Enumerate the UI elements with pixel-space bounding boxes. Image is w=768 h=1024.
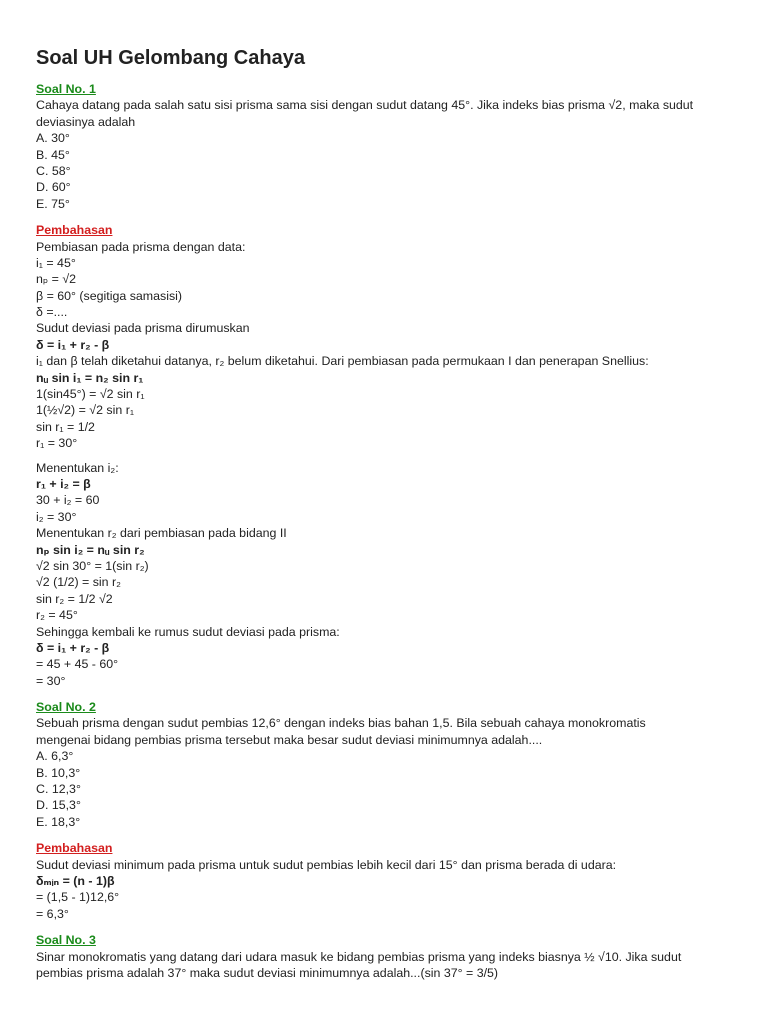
document-body [36, 81, 732, 981]
given-i1: i₁ = 45° [36, 255, 76, 270]
soal-2-question-line-1: Sebuah prisma dengan sudut pembias 12,6° dengan indeks bias bahan 1,5. Bila sebuah cahaya monokromatis [36, 716, 646, 731]
soal-1-option-c: C. 58° [36, 163, 71, 178]
soal-3-question-line-1: Sinar monokromatis yang datang dari udara masuk ke bidang pembias prisma yang indeks biasnya ½ √10. Jika sudut [36, 949, 682, 964]
min-deviation-result: = 6,3° [36, 906, 69, 921]
min-deviation-calc: = (1,5 - 1)12,6° [36, 890, 120, 905]
r1-step-4: r₁ = 30° [36, 436, 78, 451]
soal-2-option-a: A. 6,3° [36, 749, 74, 764]
soal-2-option-c: C. 12,3° [36, 782, 81, 797]
soal-2-option-d: D. 15,3° [36, 798, 81, 813]
soal-1-heading: Soal No. 1 [36, 82, 96, 96]
find-i2-label: Menentukan i₂: [36, 460, 119, 475]
soal-3-heading: Soal No. 3 [36, 933, 96, 948]
deviation-formula: δ = i₁ + r₂ - β [36, 337, 110, 352]
page-title: Soal UH Gelombang Cahaya [36, 47, 305, 69]
r2-step-3: sin r₂ = 1/2 √2 [36, 591, 113, 606]
r1-step-1: 1(sin45°) = √2 sin r₁ [36, 387, 145, 402]
back-to-formula: Sehingga kembali ke rumus sudut deviasi pada prisma: [36, 624, 340, 639]
i2-step-2: i₂ = 30° [36, 509, 77, 524]
soal-1-option-d: D. 60° [36, 180, 71, 195]
i2-step-1: 30 + i₂ = 60 [36, 493, 100, 508]
soal-2-question-line-2: mengenai bidang pembias prisma tersebut maka besar sudut deviasi minimumnya adalah.... [36, 732, 543, 747]
soal-2-option-e: E. 18,3° [36, 814, 81, 829]
soal-1-option-e: E. 75° [36, 196, 70, 211]
soal-1-option-a: A. 30° [36, 131, 70, 146]
r2-step-4: r₂ = 45° [36, 608, 78, 623]
pembahasan-1-note: i₁ dan β telah diketahui datanya, r₂ belum diketahui. Dari pembiasan pada permukaan I dan penerapan Snellius: [36, 354, 649, 369]
soal-1-question-line-2: deviasinya adalah [36, 114, 136, 129]
find-r2-label: Menentukan r₂ dari pembiasan pada bidang II [36, 526, 287, 541]
given-beta: β = 60° (segitiga samasisi) [36, 288, 183, 303]
min-deviation-formula: δₘᵢₙ = (n - 1)β [36, 873, 115, 888]
soal-3-question-line-2: pembias prisma adalah 37° maka sudut deviasi minimumnya adalah...(sin 37° = 3/5) [36, 965, 499, 980]
pembahasan-1-heading: Pembahasan [36, 223, 113, 238]
given-np: nₚ = √2 [36, 272, 77, 287]
soal-2-heading: Soal No. 2 [36, 700, 96, 715]
pembahasan-2-heading: Pembahasan [36, 841, 113, 856]
formula-intro: Sudut deviasi pada prisma dirumuskan [36, 321, 250, 336]
given-delta: δ =.... [36, 305, 68, 320]
r1-step-3: sin r₁ = 1/2 [36, 419, 95, 434]
deviation-calc: = 45 + 45 - 60° [36, 657, 119, 672]
deviation-result: = 30° [36, 673, 66, 688]
deviation-formula-again: δ = i₁ + r₂ - β [36, 640, 110, 655]
pembahasan-1-intro: Pembiasan pada prisma dengan data: [36, 239, 246, 254]
pembahasan-2-intro: Sudut deviasi minimum pada prisma untuk sudut pembias lebih kecil dari 15° dan prisma berada di udara: [36, 857, 617, 872]
soal-2-option-b: B. 10,3° [36, 765, 81, 780]
snell-law-1: nᵤ sin i₁ = n₂ sin r₁ [36, 370, 144, 385]
i2-formula: r₁ + i₂ = β [36, 476, 91, 491]
r2-step-2: √2 (1/2) = sin r₂ [36, 575, 121, 590]
soal-1-option-b: B. 45° [36, 147, 70, 162]
soal-1-question-line-1: Cahaya datang pada salah satu sisi prisma sama sisi dengan sudut datang 45°. Jika indeks bias prisma √2, maka sudut [36, 98, 694, 113]
r2-step-1: √2 sin 30° = 1(sin r₂) [36, 558, 149, 573]
r1-step-2: 1(½√2) = √2 sin r₁ [36, 403, 135, 418]
snell-law-2: nₚ sin i₂ = nᵤ sin r₂ [36, 542, 145, 557]
